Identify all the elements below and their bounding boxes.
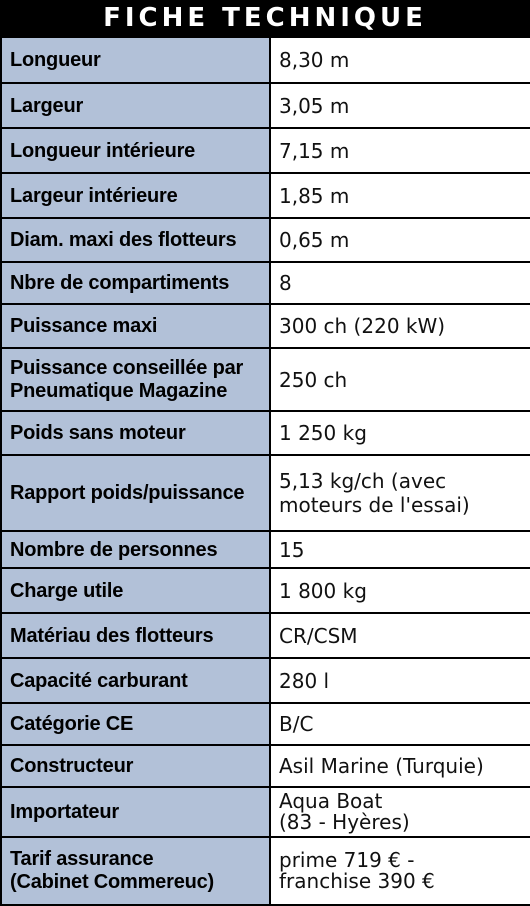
spec-row-poids-sans-moteur xyxy=(1,411,530,455)
spec-label: Nombre de personnes xyxy=(1,531,270,568)
spec-label xyxy=(1,837,270,905)
spec-label: Diam. maxi des flotteurs xyxy=(1,218,270,262)
spec-value: 3,05 m xyxy=(270,83,530,128)
spec-value: 8 xyxy=(270,262,530,304)
spec-row-longueur xyxy=(1,37,530,83)
spec-label: Nbre de compartiments xyxy=(1,262,270,304)
spec-label: Charge utile xyxy=(1,568,270,613)
spec-label-line-2: (Cabinet Commereuc) xyxy=(10,871,215,893)
spec-label-line-2: Pneumatique Magazine xyxy=(10,379,228,402)
spec-row-compartiments xyxy=(1,262,530,304)
spec-row-rapport-poids-puissance xyxy=(1,455,530,531)
spec-row-charge-utile xyxy=(1,568,530,613)
spec-row-largeur-interieure xyxy=(1,173,530,218)
spec-value: 1 800 kg xyxy=(270,568,530,613)
spec-value: CR/CSM xyxy=(270,613,530,658)
spec-label: Importateur xyxy=(1,787,270,837)
spec-label: Longueur xyxy=(1,37,270,83)
spec-value-line-2: (83 - Hyères) xyxy=(279,810,410,834)
spec-row-importateur xyxy=(1,787,530,837)
spec-row-materiau-flotteurs xyxy=(1,613,530,658)
spec-value-line-1: Aqua Boat xyxy=(279,789,383,813)
spec-row-tarif-assurance xyxy=(1,837,530,905)
spec-value: 1,85 m xyxy=(270,173,530,218)
spec-label: Capacité carburant xyxy=(1,658,270,703)
spec-label: Largeur xyxy=(1,83,270,128)
spec-row-capacite-carburant xyxy=(1,658,530,703)
spec-table xyxy=(0,36,530,906)
spec-value: 250 ch xyxy=(270,348,530,411)
spec-value: 300 ch (220 kW) xyxy=(270,304,530,348)
spec-row-nombre-personnes xyxy=(1,531,530,568)
spec-value-line-1: prime 719 € - xyxy=(279,848,415,872)
spec-label: Longueur intérieure xyxy=(1,128,270,173)
spec-label xyxy=(1,348,270,411)
spec-value-line-2: franchise 390 € xyxy=(279,869,435,893)
spec-label-line-1: Puissance conseillée par xyxy=(10,356,244,379)
spec-value: 280 l xyxy=(270,658,530,703)
spec-value: 0,65 m xyxy=(270,218,530,262)
spec-row-longueur-interieure xyxy=(1,128,530,173)
spec-value: 7,15 m xyxy=(270,128,530,173)
spec-row-puissance-conseillee xyxy=(1,348,530,411)
spec-value-line-2: moteurs de l'essai) xyxy=(279,493,470,517)
spec-label: Matériau des flotteurs xyxy=(1,613,270,658)
spec-value: 1 250 kg xyxy=(270,411,530,455)
spec-value xyxy=(270,787,530,837)
spec-value xyxy=(270,837,530,905)
spec-value: Asil Marine (Turquie) xyxy=(270,745,530,787)
spec-row-largeur xyxy=(1,83,530,128)
spec-label-line-1: Tarif assurance xyxy=(10,848,154,870)
spec-row-categorie-ce xyxy=(1,703,530,745)
spec-label: Constructeur xyxy=(1,745,270,787)
spec-value xyxy=(270,455,530,531)
spec-label: Catégorie CE xyxy=(1,703,270,745)
spec-label: Poids sans moteur xyxy=(1,411,270,455)
spec-value: 15 xyxy=(270,531,530,568)
spec-row-constructeur xyxy=(1,745,530,787)
spec-value: B/C xyxy=(270,703,530,745)
sheet-title: FICHE TECHNIQUE xyxy=(0,0,530,36)
spec-label: Rapport poids/puissance xyxy=(1,455,270,531)
spec-label: Puissance maxi xyxy=(1,304,270,348)
spec-row-diametre-flotteurs xyxy=(1,218,530,262)
spec-label: Largeur intérieure xyxy=(1,173,270,218)
spec-value-line-1: 5,13 kg/ch (avec xyxy=(279,469,447,493)
spec-value: 8,30 m xyxy=(270,37,530,83)
spec-row-puissance-maxi xyxy=(1,304,530,348)
